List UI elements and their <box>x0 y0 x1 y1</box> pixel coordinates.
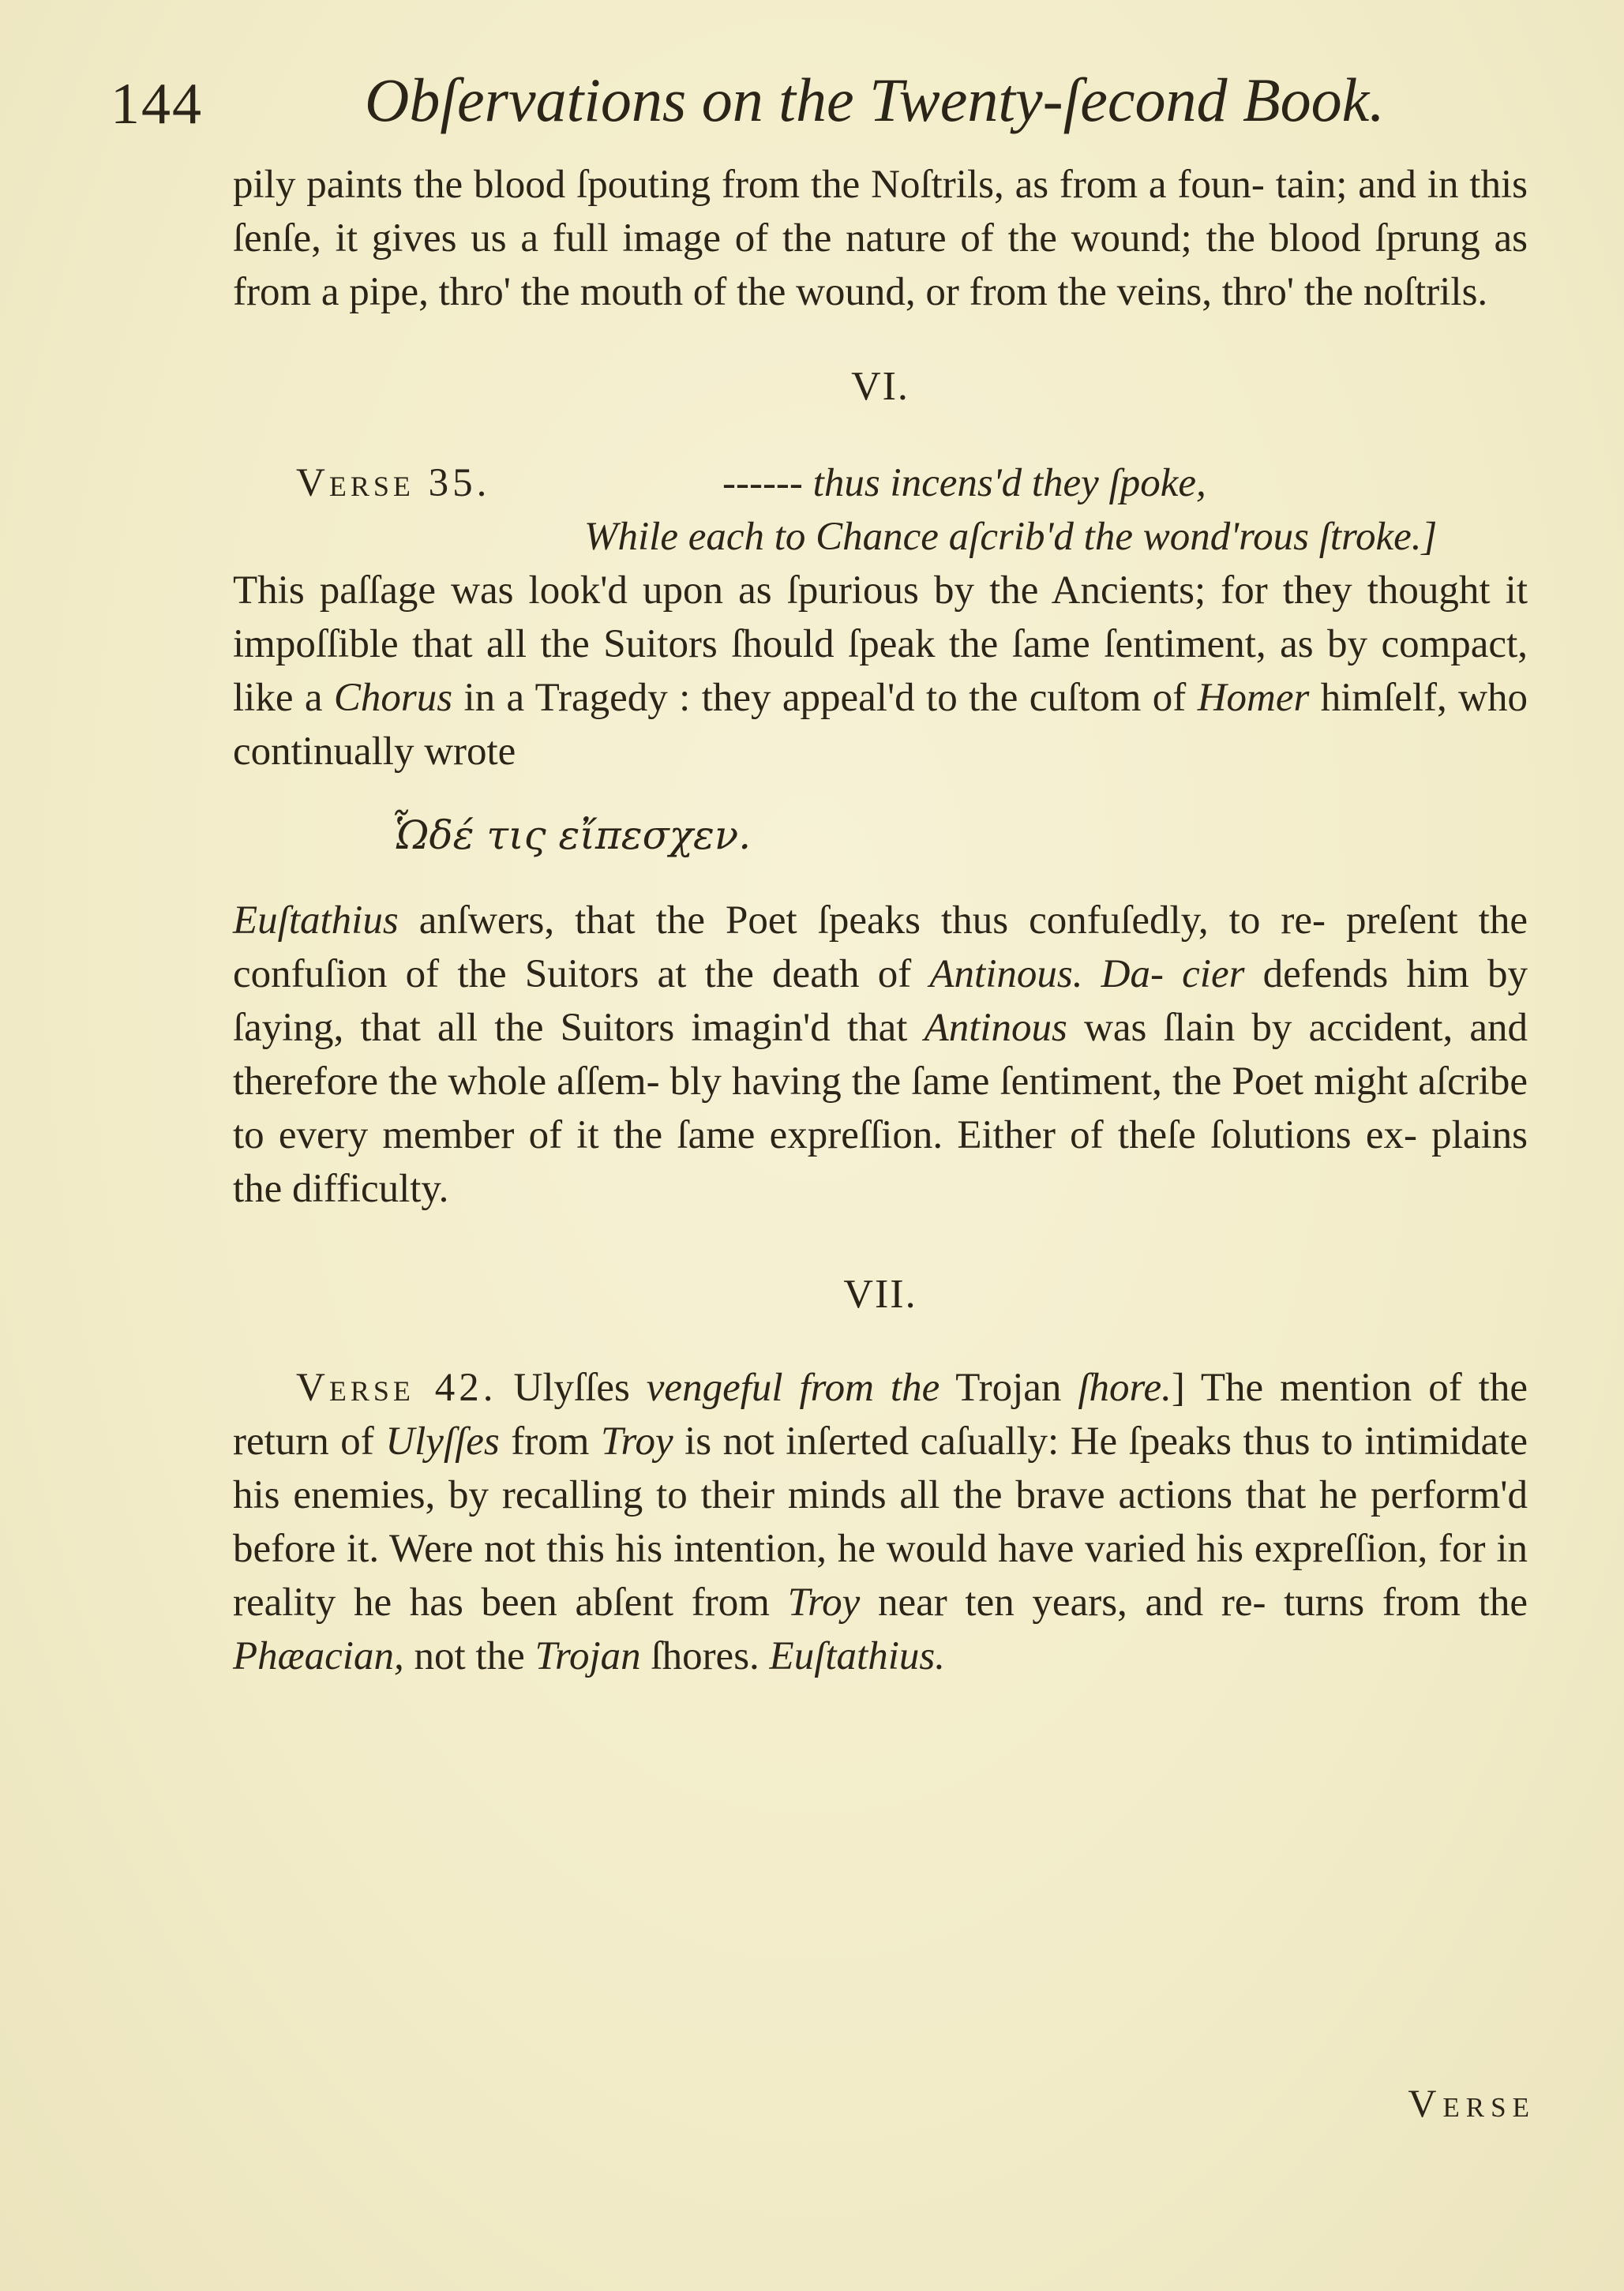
text-run: ſhores. <box>651 1634 759 1678</box>
text-run: from <box>511 1419 590 1464</box>
italic-run: Ulyſſes <box>385 1419 500 1464</box>
text-run: in a Tragedy : they appeal'd to the cuſtom of <box>463 676 1187 720</box>
italic-run: Euſtathius. <box>769 1634 945 1678</box>
italic-run: Antinous <box>924 1006 1067 1050</box>
italic-run: Antinous. Da- cier <box>929 952 1245 996</box>
text-run: not the <box>414 1634 525 1678</box>
italic-run: Troy <box>787 1580 861 1625</box>
paragraph-3 <box>233 894 1528 1216</box>
section-numeral-vi: VI. <box>851 364 910 409</box>
page-header <box>111 65 1516 144</box>
italic-run: Trojan <box>534 1634 641 1678</box>
greek-quotation: Ὧδέ τις εἴπεσχεν. <box>391 812 752 858</box>
text-run: is not inſerted caſually: He ſpeaks thus to intimidate his enemies, by recalling to their minds all the brave actions that he perform'd before it. Were not this his intention, he would have varied his expreſſion, for in reality he has been abſent from <box>233 1419 1528 1625</box>
text-run: ] The mention of the return of <box>233 1366 1528 1464</box>
text-run: anſwers, that the Poet ſpeaks thus confuſedly, to re- preſent the confuſion of the Suitors at the death of <box>233 898 1528 996</box>
verse-label: Verse 35. <box>296 461 491 505</box>
verse-quote-line-2: While each to Chance aſcrib'd the wond'rous ſtroke.] <box>584 515 1438 559</box>
text-run: Ulyſſes <box>513 1366 630 1410</box>
italic-run: Homer <box>1197 676 1310 720</box>
text-run: was ſlain by accident, and therefore the whole aſſem- bly having the ſame ſentiment, the Poet might aſcribe to every member of it the ſame expreſſion. Either of theſe ſolutions ex- plains the difficulty. <box>233 1006 1528 1211</box>
text-run: near ten years, and re- turns from the <box>877 1580 1528 1625</box>
italic-run: Chorus <box>333 676 453 720</box>
catchword: Verse <box>1408 2081 1536 2125</box>
text-run: himſelf, who continually wrote <box>233 676 1528 774</box>
verse-quote-line-1: ------ thus incens'd they ſpoke, <box>722 461 1206 505</box>
paragraph-2 <box>233 564 1528 778</box>
text-run: Trojan <box>955 1366 1062 1410</box>
italic-run: ſhore. <box>1078 1366 1172 1410</box>
paragraph-1: pily paints the blood ſpouting from the Noſtrils, as from a foun- tain; and in this ſenſe, it gives us a full image of the nature of the wound; the blood ſprung as from a pipe, thro' the mouth of the wound, or from the veins, thro' the noſtrils. <box>233 163 1528 314</box>
running-head: Obſervations on the Twenty-ſecond Book. <box>365 66 1385 134</box>
text-run: This paſſage was look'd upon as ſpurious by the Ancients; for they thought it impoſſible that all the Suitors ſhould ſpeak the ſame ſentiment, as by compact, like a <box>233 568 1528 720</box>
verse-label: Verse 42. <box>296 1366 497 1410</box>
paragraph-4 <box>233 1361 1528 1683</box>
page-number: 144 <box>111 72 203 137</box>
section-numeral-vii: VII. <box>843 1272 917 1317</box>
verse-heading-35 <box>233 456 1528 564</box>
italic-run: Troy <box>600 1419 673 1464</box>
page-body <box>233 158 1528 1683</box>
italic-run: Phæacian, <box>233 1634 404 1678</box>
italic-run: vengeful from the <box>646 1366 940 1410</box>
text-run: defends him by ſaying, that all the Suitors imagin'd that <box>233 952 1528 1050</box>
italic-run: Euſtathius <box>233 898 399 943</box>
